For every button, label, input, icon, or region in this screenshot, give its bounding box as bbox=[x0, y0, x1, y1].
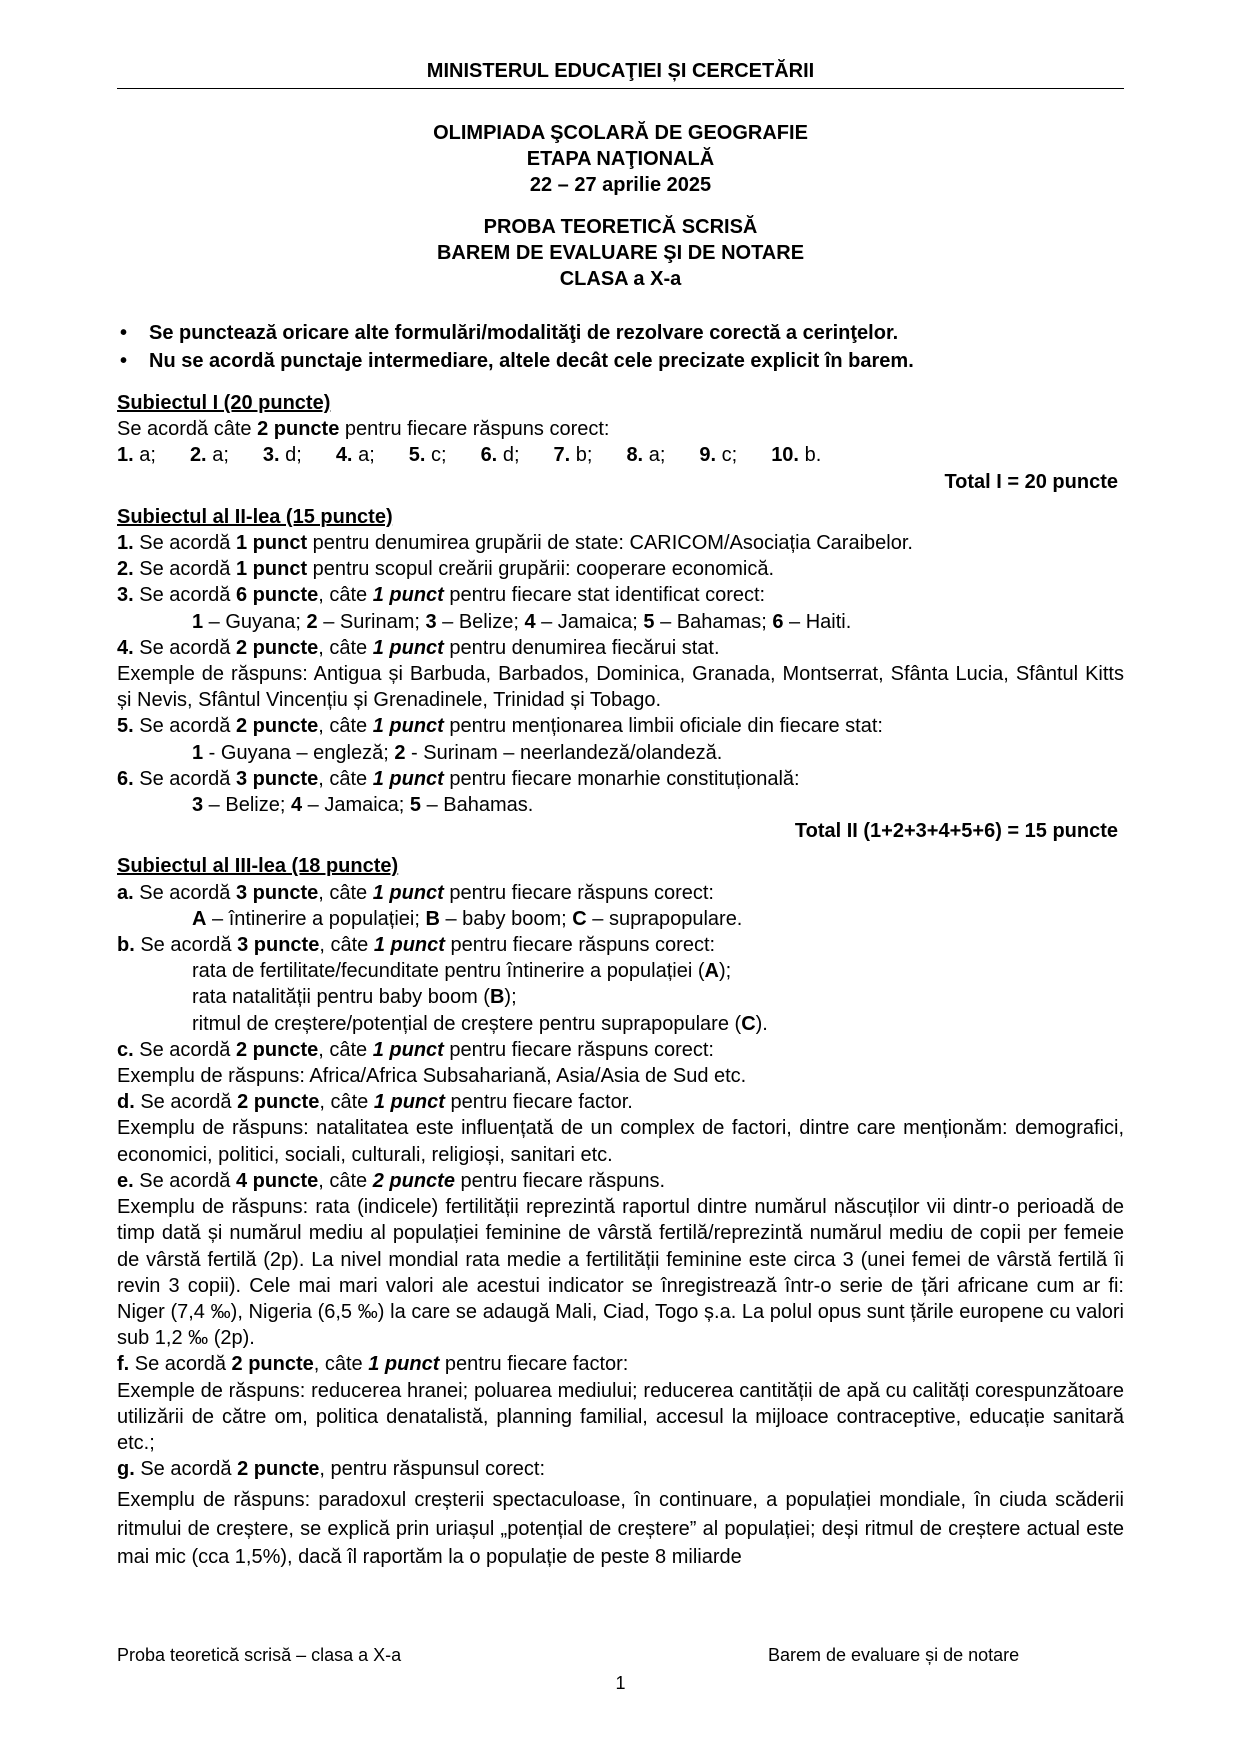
olympiad-title: OLIMPIADA ŞCOLARĂ DE GEOGRAFIE bbox=[433, 122, 808, 144]
item-3-b-line: rata natalității pentru baby boom (B); bbox=[192, 986, 517, 1009]
item-2-6: 6. Se acordă 3 puncte, câte 1 punct pentru fiecare monarhie constituțională: bbox=[117, 767, 800, 790]
item-3-a-list: A – întinerire a populației; B – baby boom; C – suprapopulare. bbox=[192, 907, 743, 930]
item-3-f: f. Se acordă 2 puncte, câte 1 punct pentru fiecare factor: bbox=[117, 1353, 629, 1376]
stage-title: ETAPA NAŢIONALĂ bbox=[526, 148, 715, 170]
answer-item: 3. d; bbox=[262, 444, 302, 467]
section-1-intro: Se acordă câte 2 puncte pentru fiecare răspuns corect: bbox=[117, 418, 610, 441]
answer-key bbox=[117, 442, 1124, 468]
scheme-title: BAREM DE EVALUARE ŞI DE NOTARE bbox=[436, 242, 805, 264]
item-3-a: a. Se acordă 3 puncte, câte 1 punct pentru fiecare răspuns corect: bbox=[117, 881, 714, 904]
item-2-6-list: 3 – Belize; 4 – Jamaica; 5 – Bahamas. bbox=[192, 794, 534, 817]
header-rule bbox=[117, 88, 1124, 89]
item-2-4-examples: Exemple de răspuns: Antigua și Barbuda, Barbados, Dominica, Granada, Montserrat, Sfânta Lucia, Sfântul Kitts și Nevis, Sfântul Vincențiu și Grenadinele, Trinidad și Tobago. bbox=[117, 663, 1124, 712]
answer-item: 6. d; bbox=[480, 444, 520, 467]
answer-item: 1. a; bbox=[117, 444, 156, 467]
item-2-3: 3. Se acordă 6 puncte, câte 1 punct pentru fiecare stat identificat corect: bbox=[117, 584, 766, 607]
answer-item: 7. b; bbox=[553, 444, 593, 467]
answer-item: 4. a; bbox=[335, 444, 375, 467]
answer-item: 5. c; bbox=[408, 444, 447, 467]
item-3-e: e. Se acordă 4 puncte, câte 2 puncte pentru fiecare răspuns. bbox=[117, 1169, 666, 1192]
general-notes bbox=[117, 319, 1124, 375]
answer-item: 8. a; bbox=[626, 444, 666, 467]
item-2-5-list: 1 - Guyana – engleză; 2 - Surinam – neerlandeză/olandeză. bbox=[192, 741, 723, 764]
item-3-g-example: Exemplu de răspuns: paradoxul creșterii spectaculoase, în continuare, a populației mondiale, în ciuda scăderii ritmului de creștere, se explică prin uriașul „potențial de creștere” al populației; deși ritmul de creștere actual este mai mic (cca 1,5%), dacă îl raportăm la o populație de peste 8 miliarde bbox=[117, 1489, 1124, 1569]
item-2-1: 1. Se acordă 1 punct pentru denumirea grupării de state: CARICOM/Asociația Caraibelor. bbox=[117, 532, 913, 555]
item-3-g: g. Se acordă 2 puncte, pentru răspunsul corect: bbox=[117, 1458, 546, 1481]
section-1-title: Subiectul I (20 puncte) bbox=[117, 392, 331, 414]
item-3-f-example: Exemple de răspuns: reducerea hranei; poluarea mediului; reducerea cantității de apă cu calități corespunzătoare utilizării de către om, politica denatalistă, planning familial, accesul la mijloace contraceptive, educație sanitară etc.; bbox=[117, 1379, 1124, 1454]
item-2-2: 2. Se acordă 1 punct pentru scopul creării grupării: cooperare economică. bbox=[117, 558, 775, 581]
dates: 22 – 27 aprilie 2025 bbox=[529, 174, 712, 196]
item-3-c-example: Exemplu de răspuns: Africa/Africa Subsahariană, Asia/Asia de Sud etc. bbox=[117, 1065, 747, 1088]
ministry-header: MINISTERUL EDUCAŢIEI ȘI CERCETĂRII bbox=[426, 60, 815, 82]
item-3-e-example: Exemplu de răspuns: rata (indicele) fertilității reprezintă raportul dintre numărul născuților vii dintr-o perioadă de timp dată și numărul mediu al populației feminine de vârstă fertilă/reprezintă numărul mediu de copii per femeie de vârstă fertilă (2p). La nivel mondial rata medie a fertilității feminine este circa 3 (unei femei de vârstă fertilă îi revin 3 copii). Cele mai mari valori ale acestui indicator se înregistrează într-o serie de țări africane cum ar fi: Niger (7,4 ‰), Nigeria (6,5 ‰) la care se adaugă Mali, Ciad, Togo ș.a. La polul opus sunt țările europene cu valori sub 1,2 ‰ (2p). bbox=[117, 1196, 1124, 1350]
grade-title: CLASA a X-a bbox=[559, 268, 682, 290]
answer-item: 2. a; bbox=[189, 444, 229, 467]
item-2-5: 5. Se acordă 2 puncte, câte 1 punct pentru menționarea limbii oficiale din fiecare stat: bbox=[117, 715, 883, 738]
note-item: • Se punctează oricare alte formulări/modalităţi de rezolvare corectă a cerinţelor. bbox=[117, 319, 1124, 347]
item-3-d: d. Se acordă 2 puncte, câte 1 punct pentru fiecare factor. bbox=[117, 1091, 633, 1114]
item-3-b-line: rata de fertilitate/fecunditate pentru întinerire a populației (A); bbox=[192, 960, 732, 983]
item-3-b-line: ritmul de creștere/potențial de creștere pentru suprapopulare (C). bbox=[192, 1012, 768, 1035]
answer-item: 9. c; bbox=[699, 444, 738, 467]
page-number: 1 bbox=[615, 1673, 626, 1693]
item-2-3-list: 1 – Guyana; 2 – Surinam; 3 – Belize; 4 – Jamaica; 5 – Bahamas; 6 – Haiti. bbox=[192, 610, 852, 633]
section-2-title: Subiectul al II-lea (15 puncte) bbox=[117, 505, 393, 528]
grading-content bbox=[117, 390, 1124, 1572]
answer-item: 10. b. bbox=[771, 444, 822, 467]
item-3-d-example: Exemplu de răspuns: natalitatea este influențată de un complex de factori, dintre care menționăm: demografici, economici, politici, sociali, culturali, religioși, sanitari etc. bbox=[117, 1117, 1124, 1166]
section-1-total: Total I = 20 puncte bbox=[944, 470, 1118, 493]
item-3-c: c. Se acordă 2 puncte, câte 1 punct pentru fiecare răspuns corect: bbox=[117, 1038, 714, 1061]
footer-right: Barem de evaluare și de notare bbox=[768, 1645, 1020, 1665]
item-3-b: b. Se acordă 3 puncte, câte 1 punct pentru fiecare răspuns corect: bbox=[117, 934, 716, 957]
section-2-total: Total II (1+2+3+4+5+6) = 15 puncte bbox=[794, 820, 1118, 843]
test-title: PROBA TEORETICĂ SCRISĂ bbox=[483, 216, 758, 238]
section-3-title: Subiectul al III-lea (18 puncte) bbox=[117, 855, 399, 878]
title-block bbox=[117, 120, 1124, 292]
item-2-4: 4. Se acordă 2 puncte, câte 1 punct pentru denumirea fiecărui stat. bbox=[117, 636, 720, 659]
note-item: • Nu se acordă punctaje intermediare, altele decât cele precizate explicit în barem. bbox=[117, 347, 1124, 375]
footer-left: Proba teoretică scrisă – clasa a X-a bbox=[117, 1645, 402, 1665]
